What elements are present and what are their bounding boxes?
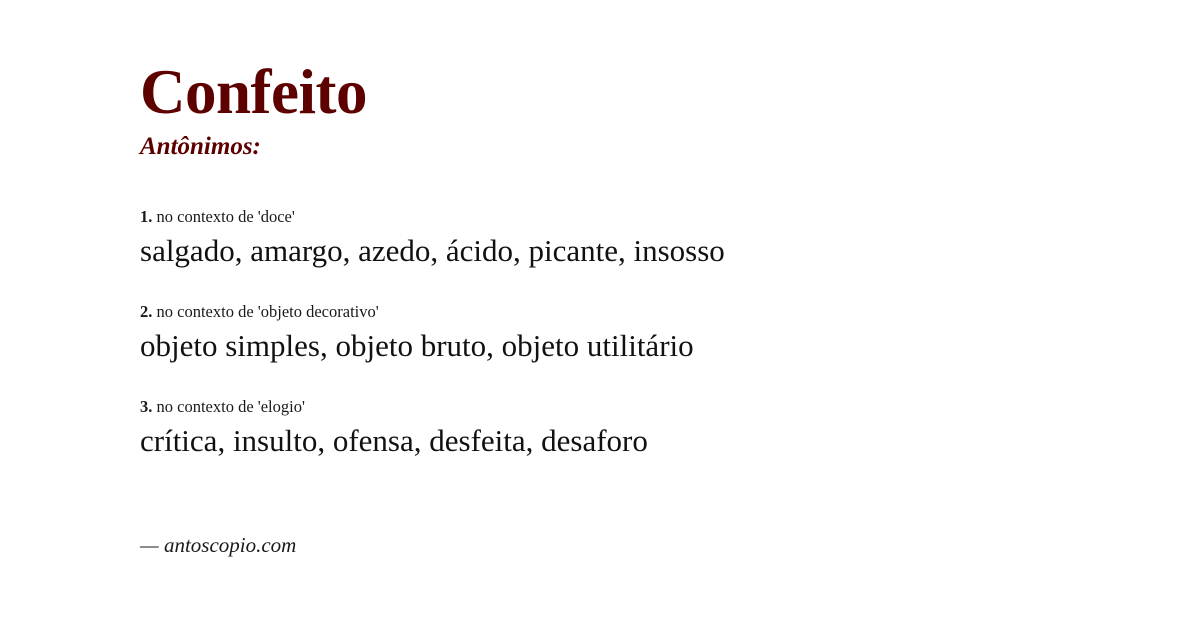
senses-list (140, 205, 1090, 490)
sense-words: objeto simples, objeto bruto, objeto utilitário (140, 328, 694, 364)
list-item (140, 300, 1090, 367)
sense-context: no contexto de 'objeto decorativo' (156, 301, 379, 321)
sense-context: no contexto de 'doce' (156, 207, 295, 226)
em-dash: — (140, 533, 159, 557)
sense-label (140, 395, 1090, 418)
sense-words: salgado, amargo, azedo, ácido, picante, insosso (140, 233, 725, 269)
list-item (140, 205, 1090, 272)
sense-number: 1. (140, 207, 153, 226)
source-attribution (140, 533, 296, 558)
sense-words: crítica, insulto, ofensa, desfeita, desaforo (140, 422, 648, 458)
sense-label (140, 300, 1090, 323)
list-item (140, 395, 1090, 462)
section-subtitle: Antônimos: (140, 133, 261, 160)
source-name: antoscopio.com (163, 533, 297, 557)
sense-number: 3. (140, 396, 153, 416)
page-title: Confeito (140, 57, 367, 127)
sense-context: no contexto de 'elogio' (156, 396, 305, 416)
sense-number: 2. (140, 301, 153, 321)
sense-label (140, 205, 1090, 228)
